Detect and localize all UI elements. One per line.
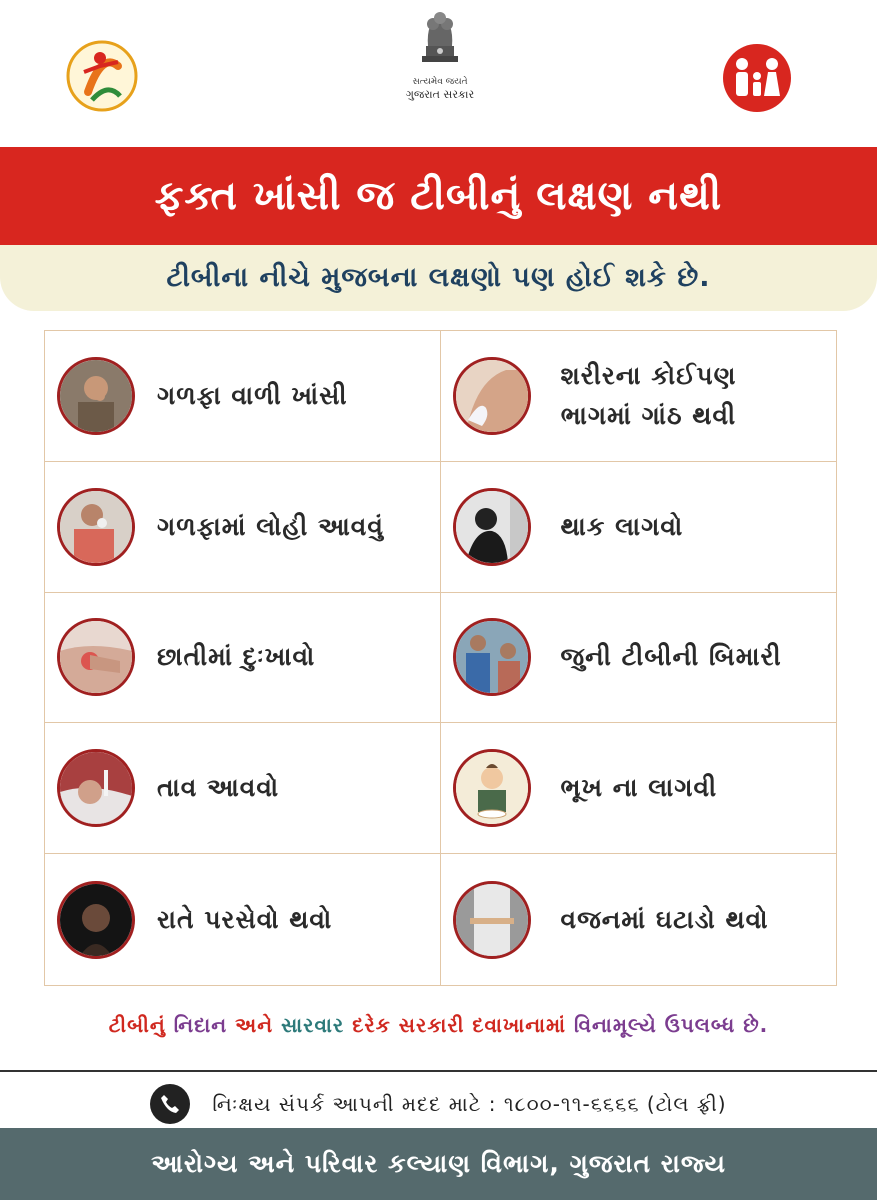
page-subtitle: ટીબીના નીચે મુજબના લક્ષણો પણ હોઈ શકે છે. [166,262,711,293]
symptom-line: ભૂખ ના લાગવી [560,773,718,803]
ashoka-emblem-icon [412,2,468,72]
symptom-cell [441,854,837,985]
weight-loss-icon [453,881,531,959]
night-sweat-icon [57,881,135,959]
no-appetite-icon [453,749,531,827]
symptom-line: રાતે પરસેવો થવો [157,904,333,934]
symptoms-grid [44,330,837,986]
doctor-patient-icon [453,618,531,696]
symptom-cell [441,593,837,724]
symptom-cell [45,593,441,724]
department-name: આરોગ્ય અને પરિવાર કલ્યાણ વિભાગ, ગુજરાત રાજ્ય [151,1149,726,1178]
coughing-blood-icon [57,488,135,566]
free-treatment-note [0,1013,877,1053]
note-part: વિનામૂલ્યે [574,1013,665,1037]
emblem-caption: ગુજરાત સરકાર [405,88,475,101]
main-title-banner [0,147,877,245]
note-part: નિદાન [173,1013,236,1037]
neck-lump-icon [453,357,531,435]
symptom-label [157,768,279,808]
symptom-line: વજનમાં ઘટાડો થવો [560,904,769,934]
symptom-cell [45,723,441,854]
note-part: અને [235,1013,282,1037]
symptom-label [561,768,718,808]
helpline-text: નિઃક્ષય સંપર્ક આપની મદદ માટે : ૧૮૦૦-૧૧-૬૬૬૬ (ટોલ ફ્રી) [212,1092,727,1116]
logo-header [0,0,877,145]
symptom-line: જુની ટીબીની બિમારી [560,642,782,672]
symptom-cell [441,331,837,462]
ntep-logo-icon [48,22,156,130]
symptom-label [157,376,348,416]
note-part: ઉપલબ્ધ છે. [664,1013,769,1037]
divider [0,1070,877,1072]
symptom-label [561,637,782,677]
phone-icon[interactable] [150,1084,190,1124]
symptom-cell [45,462,441,593]
chest-pain-icon [57,618,135,696]
symptom-label [561,356,737,436]
subtitle-banner [0,245,877,311]
fever-thermometer-icon [57,749,135,827]
nhm-family-logo-icon [698,22,816,132]
symptom-cell [45,331,441,462]
symptom-label [561,507,684,547]
symptom-label [561,900,769,940]
cough-man-icon [57,357,135,435]
symptom-label [157,637,315,677]
symptom-line: ગળફામાં લોહી આવવું [157,511,384,541]
symptom-label [157,900,332,940]
symptom-cell [441,462,837,593]
symptom-line: છાતીમાં દુઃખાવો [157,642,316,672]
symptom-line: થાક લાગવો [560,511,684,541]
gujarat-govt-emblem [384,2,496,112]
symptom-line: શરીરના કોઈપણ [560,360,737,390]
note-part: દરેક સરકારી દવાખાનામાં [352,1013,575,1037]
note-part: ટીબીનું [108,1013,174,1037]
page-title: ફક્ત ખાંસી જ ટીબીનું લક્ષણ નથી [154,173,723,219]
symptom-line: તાવ આવવો [157,773,280,803]
tired-person-icon [453,488,531,566]
department-footer [0,1128,877,1200]
symptom-cell [45,854,441,985]
note-part: સારવાર [281,1013,353,1037]
ntep-logo [48,22,156,130]
nhm-logo [698,22,816,132]
symptom-line: ગળફા વાળી ખાંસી [157,380,348,410]
symptom-label [157,507,384,547]
symptom-line: ભાગમાં ગાંઠ થવી [560,400,737,430]
emblem-motto: સત્યમેવ જયતે [412,77,468,87]
helpline-row [0,1080,877,1128]
symptom-cell [441,723,837,854]
